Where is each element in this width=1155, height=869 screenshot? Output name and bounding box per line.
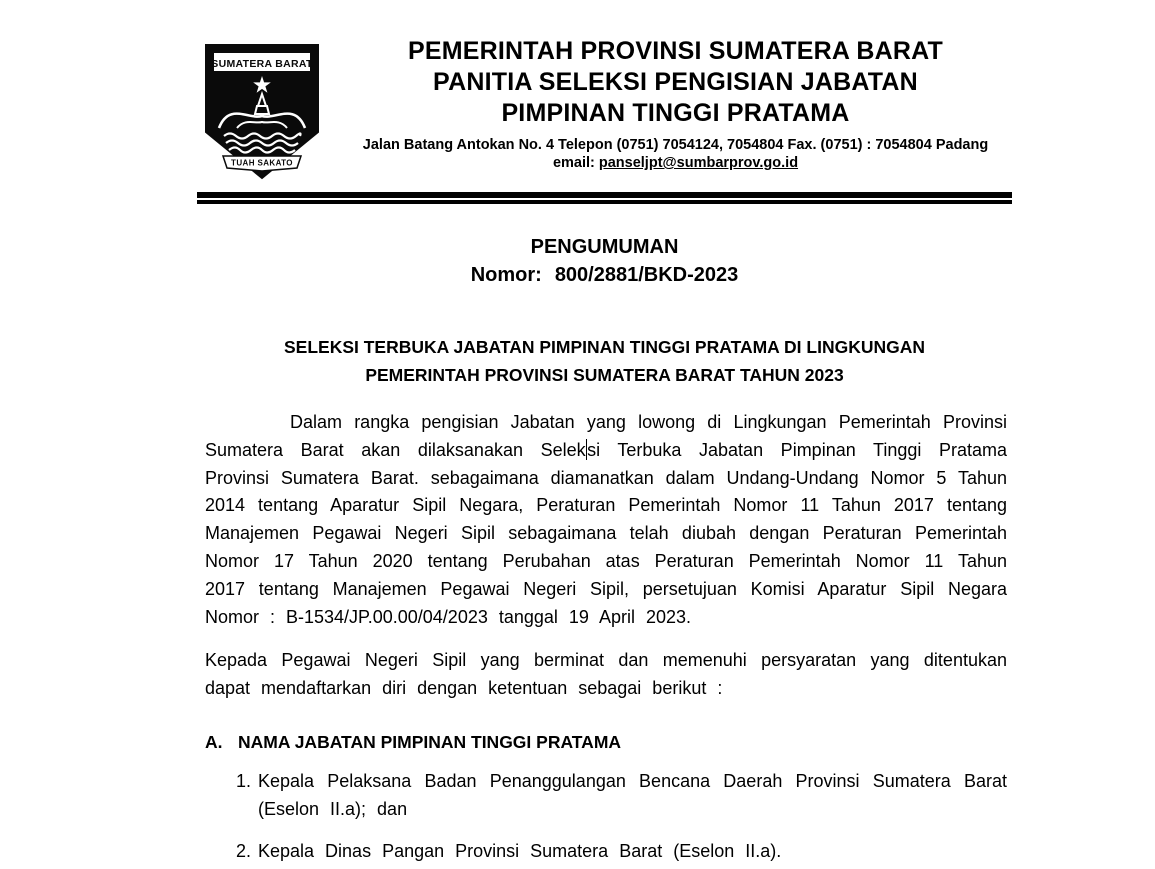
section-a-heading [205, 730, 1007, 754]
paragraph1-before-caret: Dalam rangka pengisian Jabatan yang lowong di Lingkungan Pemerintah Provinsi Sumatera Barat akan dilaksanakan Selek [205, 412, 1007, 460]
email-line [339, 154, 1012, 172]
letterhead-divider [197, 192, 1012, 204]
document-body [197, 409, 1012, 865]
announcement-number [197, 260, 1012, 290]
list-item-number: 2. [236, 840, 252, 861]
section-a-title: NAMA JABATAN PIMPINAN TINGGI PRATAMA [238, 731, 622, 752]
list-item-text: Kepala Pelaksana Badan Penanggulangan Bencana Daerah Provinsi Sumatera Barat (Eselon II.a); dan [258, 770, 1007, 819]
number-label: Nomor: [470, 264, 542, 286]
list-item-text: Kepala Dinas Pangan Provinsi Sumatera Barat (Eselon II.a). [258, 840, 782, 861]
subject-heading [197, 333, 1012, 389]
subject-line1: SELEKSI TERBUKA JABATAN PIMPINAN TINGGI PRATAMA DI LINGKUNGAN [283, 337, 925, 357]
announcement-title: PENGUMUMAN [530, 236, 679, 258]
letterhead [197, 36, 1012, 183]
section-a-label: A. [205, 731, 223, 752]
paragraph1-after-caret: si Terbuka Jabatan Pimpinan Tinggi Pratama Provinsi Sumatera Barat. sebagaimana diamanatkan dalam Undang-Undang Nomor 5 Tahun 2014 tentang Aparatur Sipil Negara, Peraturan Pemerintah Nomor 11 Tahun 2017 tentang Manajemen Pegawai Negeri Sipil sebagaimana telah diubah dengan Peraturan Pemerintah Nomor 17 Tahun 2020 tentang Perubahan atas Peraturan Pemerintah Nomor 11 Tahun 2017 tentang Manajemen Pegawai Negeri Sipil, persetujuan Komisi Aparatur Sipil Negara Nomor : B-1534/JP.00.00/04/2023 tanggal 19 April 2023. [205, 439, 1007, 627]
seal-motto-text: TUAH SAKATO [231, 158, 293, 168]
number-value: 800/2881/BKD-2023 [554, 264, 739, 286]
second-paragraph: Kepada Pegawai Negeri Sipil yang berminat dan memenuhi persyaratan yang ditentukan dapat mendaftarkan diri dengan ketentuan sebagai berikut : [205, 650, 1007, 699]
seal-graphic [197, 40, 327, 183]
address-line: Jalan Batang Antokan No. 4 Telepon (0751) 7054124, 7054804 Fax. (0751) : 7054804 Padang [362, 137, 989, 153]
list-item [205, 838, 1007, 866]
job-list [205, 768, 1007, 865]
org-name-line3: PIMPINAN TINGGI PRATAMA [501, 99, 850, 127]
opening-paragraph [205, 409, 1007, 631]
sumatera-barat-seal-icon [197, 40, 327, 183]
letterhead-text [327, 36, 1012, 172]
list-item-number: 1. [236, 770, 252, 791]
email-label: email: [552, 155, 599, 171]
seal-banner-text: SUMATERA BARAT [211, 58, 313, 70]
email-link[interactable]: panseljpt@sumbarprov.go.id [598, 155, 799, 171]
org-name-line2: PANITIA SELEKSI PENGISIAN JABATAN [433, 68, 918, 96]
subject-line2: PEMERINTAH PROVINSI SUMATERA BARAT TAHUN 2023 [365, 365, 844, 385]
org-name-line1: PEMERINTAH PROVINSI SUMATERA BARAT [407, 37, 944, 65]
list-item [205, 768, 1007, 824]
